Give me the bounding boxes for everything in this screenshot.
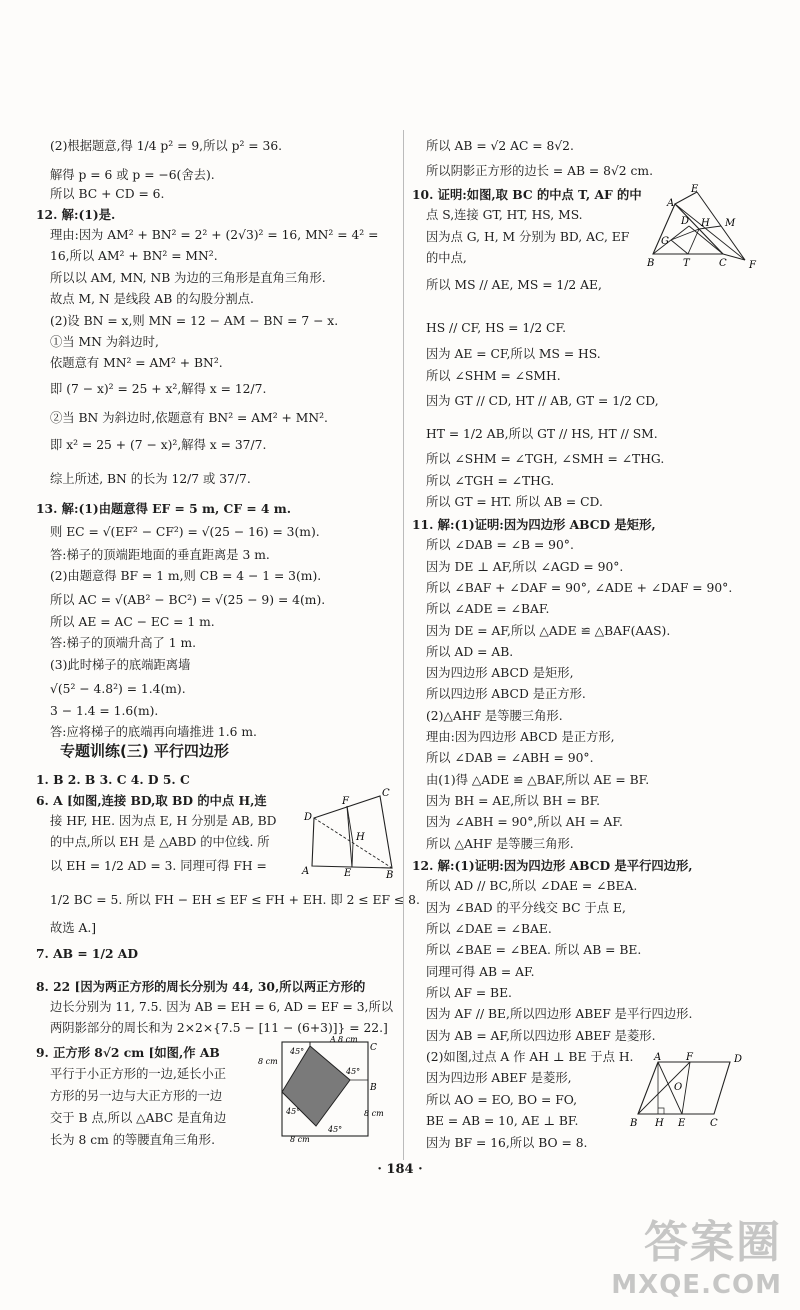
left-text-line: 答:应将梯子的底端再向墙推进 1.6 m. [50, 725, 257, 739]
fig9-label: 45° [328, 1125, 343, 1134]
fig9-label: 45° [346, 1067, 361, 1076]
right-text-line: 因为 AE = CF,所以 MS = HS. [426, 347, 601, 361]
left-text-line: 9. 正方形 8√2 cm [如图,作 AB [36, 1045, 220, 1060]
left-text-line: 12. 解:(1)是. [36, 207, 116, 222]
right-text-line: 因为 DE = AF,所以 △ADE ≌ △BAF(AAS). [426, 624, 671, 638]
left-text-line: 平行于小正方形的一边,延长小正 [50, 1067, 227, 1081]
left-text-line: 两阴影部分的周长和为 2×2×{7.5 − [11 − (6+3)]} = 22.] [50, 1021, 388, 1035]
right-text-line: 所以 ∠ADE = ∠BAF. [426, 602, 550, 616]
fig12-label: O [674, 1082, 683, 1093]
left-text-line: 7. AB = 1/2 AD [36, 946, 139, 961]
fig10-label: A [667, 198, 675, 209]
left-text-line: 6. A [如图,连接 BD,取 BD 的中点 H,连 [36, 793, 267, 808]
left-text-line: 方形的另一边与大正方形的一边 [50, 1089, 223, 1103]
right-text-line: 所以四边形 ABCD 是正方形. [426, 687, 586, 701]
left-text-line: 16,所以 AM² + BN² = MN². [50, 249, 218, 263]
fig6-label: H [356, 832, 365, 843]
right-text-line: HS // CF, HS = 1/2 CF. [426, 321, 566, 335]
right-text-line: 因为四边形 ABCD 是矩形, [426, 666, 574, 680]
left-text-line: 13. 解:(1)由题意得 EF = 5 m, CF = 4 m. [36, 501, 292, 516]
section-heading: 专题训练(三) 平行四边形 [60, 742, 229, 760]
left-text-line: ②当 BN 为斜边时,依题意有 BN² = AM² + MN². [50, 411, 328, 425]
left-text-line: 即 x² = 25 + (7 − x)²,解得 x = 37/7. [50, 438, 267, 452]
figure-9-squares [252, 1035, 384, 1144]
left-text-line: 答:梯子的顶端升高了 1 m. [50, 636, 197, 650]
left-text-line: 1/2 BC = 5. 所以 FH − EH ≤ EF ≤ FH + EH. 即 2 ≤ EF ≤ 8. [50, 893, 420, 907]
left-text-line: 故点 M, N 是线段 AB 的勾股分割点. [50, 292, 254, 306]
figure-10-triangles [645, 184, 765, 270]
right-text-line: 所以 ∠DAB = ∠B = 90°. [426, 538, 574, 552]
watermark [611, 1206, 782, 1300]
left-text-line: 所以 AE = AC − EC = 1 m. [50, 615, 215, 629]
right-text-line: HT = 1/2 AB,所以 GT // HS, HT // SM. [426, 427, 658, 441]
right-text-line: 因为 AF // BE,所以四边形 ABEF 是平行四边形. [426, 1007, 693, 1021]
right-text-line: 所以 ∠SHM = ∠SMH. [426, 369, 561, 383]
page-number: · 184 · [377, 1162, 423, 1177]
fig12-label: D [734, 1054, 743, 1065]
left-text-line: (2)根据题意,得 1/4 p² = 9,所以 p² = 36. [50, 139, 283, 153]
right-text-line: 因为 DE ⊥ AF,所以 ∠AGD = 90°. [426, 560, 624, 574]
fig6-label: C [382, 788, 390, 799]
left-text-line: 理由:因为 AM² + BN² = 2² + (2√3)² = 16, MN² = 4² = [50, 228, 379, 242]
left-text-line: (3)此时梯子的底端距离墙 [50, 658, 191, 672]
left-text-line: 综上所述, BN 的长为 12/7 或 37/7. [50, 472, 251, 486]
fig9-label: 45° [286, 1107, 301, 1116]
left-text-line: 长为 8 cm 的等腰直角三角形. [50, 1133, 215, 1147]
right-text-line: 所以 ∠BAE = ∠BEA. 所以 AB = BE. [426, 943, 642, 957]
left-text-line: (2)设 BN = x,则 MN = 12 − AM − BN = 7 − x. [50, 314, 339, 328]
left-text-line: 故选 A.] [50, 921, 97, 935]
right-text-line: 因为 ∠ABH = 90°,所以 AH = AF. [426, 815, 623, 829]
left-text-line: √(5² − 4.8²) = 1.4(m). [50, 682, 186, 696]
fig6-label: F [342, 796, 349, 807]
figure-6-quadrilateral [300, 788, 398, 881]
fig6-label: E [344, 868, 352, 879]
fig9-label: 8 cm [258, 1057, 278, 1066]
right-text-line: 所以 ∠TGH = ∠THG. [426, 474, 555, 488]
fig10-label: D [681, 216, 690, 227]
right-text-line: 所以 ∠DAE = ∠BAE. [426, 922, 552, 936]
right-text-line: 因为四边形 ABEF 是菱形, [426, 1071, 572, 1085]
right-text-line: 由(1)得 △ADE ≌ △BAF,所以 AE = BF. [426, 773, 650, 787]
column-divider [403, 130, 404, 1160]
right-text-line: 点 S,连接 GT, HT, HS, MS. [426, 208, 583, 222]
left-text-line: ①当 MN 为斜边时, [50, 335, 159, 349]
fig10-label: C [719, 258, 727, 269]
left-text-line: 交于 B 点,所以 △ABC 是直角边 [50, 1111, 227, 1125]
left-text-line: 以 EH = 1/2 AD = 3. 同理可得 FH = [50, 859, 267, 873]
right-text-line: 因为 BF = 16,所以 BO = 8. [426, 1136, 588, 1150]
fig10-label: H [701, 218, 710, 229]
left-text-line: 所以 AC = √(AB² − BC²) = √(25 − 9) = 4(m). [50, 593, 326, 607]
right-text-line: 所以 MS // AE, MS = 1/2 AE, [426, 278, 602, 292]
fig6-label: D [304, 812, 313, 823]
fig9-label: A [330, 1035, 336, 1044]
fig12-label: C [710, 1118, 718, 1129]
right-text-line: 所以阴影正方形的边长 = AB = 8√2 cm. [426, 164, 653, 178]
left-text-line: 的中点,所以 EH 是 △ABD 的中位线. 所 [50, 835, 270, 849]
watermark-url: MXQE.COM [611, 1270, 782, 1300]
right-text-line: 所以 AF = BE. [426, 986, 512, 1000]
fig10-label: B [647, 258, 655, 269]
right-text-line: (2)如图,过点 A 作 AH ⊥ BE 于点 H. [426, 1050, 634, 1064]
fig9-label: 8 cm [338, 1035, 358, 1044]
left-text-line: 8. 22 [因为两正方形的周长分别为 44, 30,所以两正方形的 [36, 979, 366, 994]
left-text-line: 所以 BC + CD = 6. [50, 187, 165, 201]
fig12-label: E [678, 1118, 686, 1129]
right-text-line: 因为 BH = AE,所以 BH = BF. [426, 794, 601, 808]
left-text-line: 答:梯子的顶端距地面的垂直距离是 3 m. [50, 548, 270, 562]
fig10-label: F [749, 260, 756, 271]
fig9-label: C [370, 1043, 377, 1053]
left-text-line: (2)由题意得 BF = 1 m,则 CB = 4 − 1 = 3(m). [50, 569, 322, 583]
left-text-line: 解得 p = 6 或 p = −6(舍去). [50, 168, 215, 182]
figure-12-rhombus [620, 1050, 770, 1130]
right-text-line: 理由:因为四边形 ABCD 是正方形, [426, 730, 615, 744]
right-text-line: BE = AB = 10, AE ⊥ BF. [426, 1114, 579, 1128]
fig12-label: B [630, 1118, 638, 1129]
right-text-line: 所以 AB = √2 AC = 8√2. [426, 139, 574, 153]
fig12-label: A [654, 1052, 662, 1063]
right-text-line: 因为 AB = AF,所以四边形 ABEF 是菱形. [426, 1029, 656, 1043]
fig10-label: M [725, 218, 736, 229]
right-text-line: 的中点, [426, 251, 467, 265]
left-text-line: 边长分别为 11, 7.5. 因为 AB = EH = 6, AD = EF = 3,所以 [50, 1000, 394, 1014]
left-text-line: 1. B 2. B 3. C 4. D 5. C [36, 772, 190, 787]
right-text-line: 11. 解:(1)证明:因为四边形 ABCD 是矩形, [412, 517, 656, 532]
fig10-label: E [691, 184, 699, 195]
right-text-line: 所以 ∠BAF + ∠DAF = 90°, ∠ADE + ∠DAF = 90°. [426, 581, 733, 595]
right-text-line: 所以 GT = HT. 所以 AB = CD. [426, 495, 603, 509]
left-text-line: 则 EC = √(EF² − CF²) = √(25 − 16) = 3(m). [50, 525, 320, 539]
right-text-line: 所以 AD // BC,所以 ∠DAE = ∠BEA. [426, 879, 638, 893]
fig12-label: F [686, 1052, 693, 1063]
right-text-line: 所以 AO = EO, BO = FO, [426, 1093, 578, 1107]
right-text-line: 因为点 G, H, M 分别为 BD, AC, EF [426, 230, 630, 244]
right-text-line: 因为 ∠BAD 的平分线交 BC 于点 E, [426, 901, 626, 915]
left-text-line: 依题意有 MN² = AM² + BN². [50, 356, 223, 370]
right-text-line: 12. 解:(1)证明:因为四边形 ABCD 是平行四边形, [412, 858, 693, 873]
fig9-label: 8 cm [364, 1109, 384, 1118]
fig10-label: G [661, 236, 669, 247]
fig9-label: B [370, 1083, 377, 1093]
right-text-line: (2)△AHF 是等腰三角形. [426, 709, 563, 723]
right-text-line: 10. 证明:如图,取 BC 的中点 T, AF 的中 [412, 187, 642, 202]
fig9-label: 8 cm [290, 1135, 310, 1144]
right-text-line: 所以 △AHF 是等腰三角形. [426, 837, 574, 851]
watermark-title: 答案圈 [644, 1217, 782, 1268]
fig12-label: H [655, 1118, 664, 1129]
left-text-line: 接 HF, HE. 因为点 E, H 分别是 AB, BD [50, 814, 277, 828]
fig9-label: 45° [290, 1047, 305, 1056]
fig10-label: T [683, 258, 690, 269]
left-text-line: 3 − 1.4 = 1.6(m). [50, 704, 159, 718]
right-text-line: 同理可得 AB = AF. [426, 965, 535, 979]
left-text-line: 所以以 AM, MN, NB 为边的三角形是直角三角形. [50, 271, 326, 285]
left-text-line: 即 (7 − x)² = 25 + x²,解得 x = 12/7. [50, 382, 267, 396]
right-text-line: 所以 ∠DAB = ∠ABH = 90°. [426, 751, 594, 765]
fig6-label: A [302, 866, 310, 877]
right-text-line: 所以 ∠SHM = ∠TGH, ∠SMH = ∠THG. [426, 452, 665, 466]
right-text-line: 所以 AD = AB. [426, 645, 514, 659]
fig6-label: B [386, 870, 394, 881]
right-text-line: 因为 GT // CD, HT // AB, GT = 1/2 CD, [426, 394, 659, 408]
